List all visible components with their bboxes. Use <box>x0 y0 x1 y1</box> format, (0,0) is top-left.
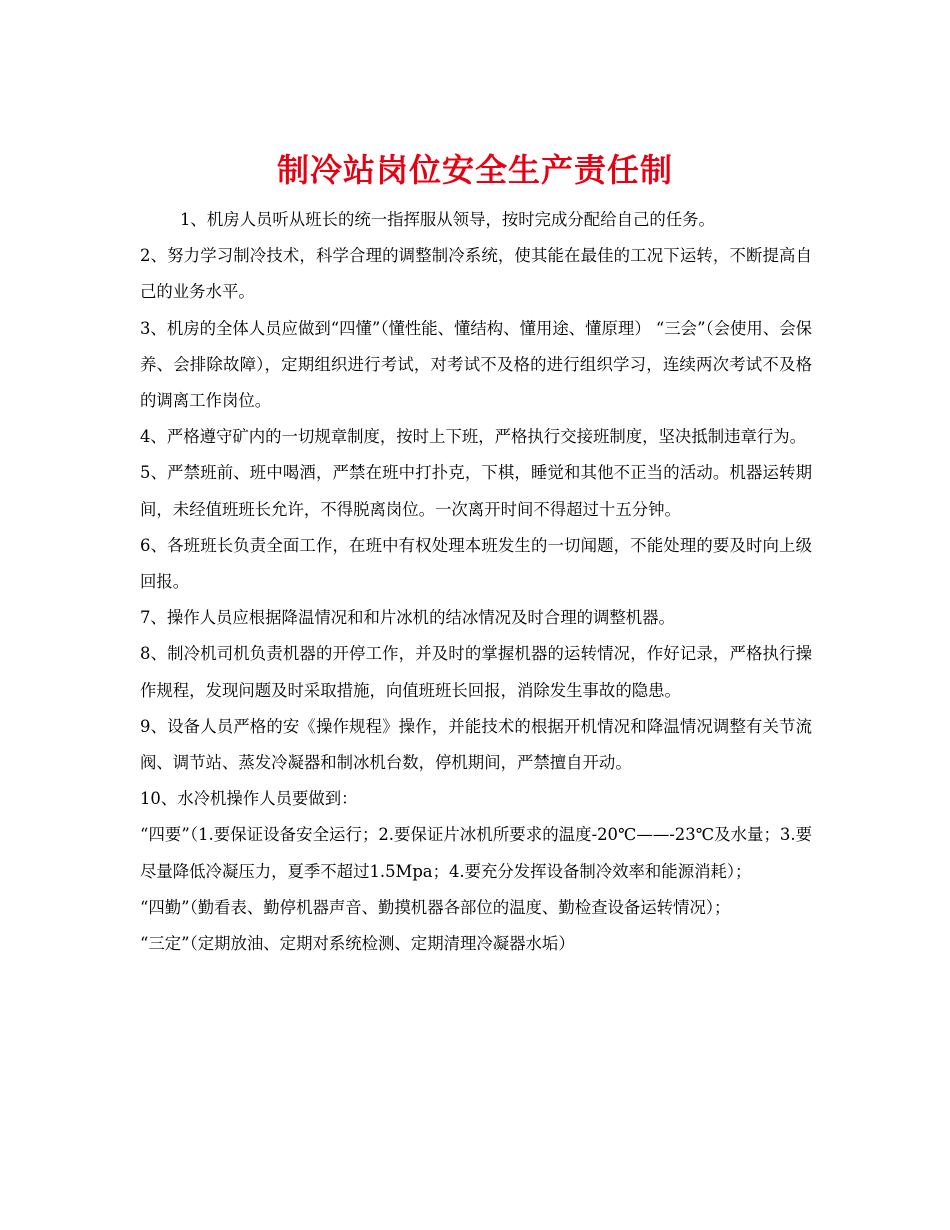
clause-8: 8、制冷机司机负责机器的开停工作，并及时的掌握机器的运转情况，作好记录，严格执行操作规程，发现问题及时采取措施，向值班班长回报，消除发生事故的隐患。 <box>140 644 812 700</box>
document-body <box>140 202 812 962</box>
clause-10-four-musts: “四要”（1.要保证设备安全运行；2.要保证片冰机所要求的温度-20℃——-23℃及水量；3.要尽量降低冷凝压力，夏季不超过1.5Mpa；4.要充分发挥设备制冷效率和能源消耗）； <box>140 825 812 881</box>
clause-1: 1、机房人员听从班长的统一指挥服从领导，按时完成分配给自己的任务。 <box>180 210 715 229</box>
clause-2: 2、努力学习制冷技术，科学合理的调整制冷系统，使其能在最佳的工况下运转，不断提高自己的业务水平。 <box>140 246 812 302</box>
clause-4: 4、严格遵守矿内的一切规章制度，按时上下班，严格执行交接班制度，坚决抵制违章行为。 <box>140 427 807 447</box>
clause-10-four-diligences: “四勤”（勤看表、勤停机器声音、勤摸机器各部位的温度、勤检查设备运转情况）； <box>140 897 731 917</box>
clause-5: 5、严禁班前、班中喝酒，严禁在班中打扑克，下棋，睡觉和其他不正当的活动。机器运转期间，未经值班班长允许，不得脱离岗位。一次离开时间不得超过十五分钟。 <box>140 463 812 519</box>
clause-6: 6、各班班长负责全面工作，在班中有权处理本班发生的一切闻题，不能处理的要及时向上级回报。 <box>140 535 812 592</box>
clause-10-three-fixed: “三定”（定期放油、定期对系统检测、定期清理冷凝器水垢） <box>140 934 575 954</box>
clause-3: 3、机房的全体人员应做到“四懂”（懂性能、懂结构、懂用途、懂原理） “三会”（会使用、会保养、会排除故障），定期组织进行考试，对考试不及格的进行组织学习，连续两次考试不及格的调离工作岗位。 <box>140 318 812 411</box>
clause-9: 9、设备人员严格的安《操作规程》操作，并能技术的根据开机情况和降温情况调整有关节流阀、调节站、蒸发冷凝器和制冰机台数，停机期间，严禁擅自开动。 <box>140 716 812 773</box>
clause-7: 7、操作人员应根据降温情况和和片冰机的结冰情况及时合理的调整机器。 <box>140 608 675 628</box>
document-title: 制冷站岗位安全生产责任制 <box>276 151 673 190</box>
clause-10: 10、水冷机操作人员要做到： <box>140 789 358 809</box>
